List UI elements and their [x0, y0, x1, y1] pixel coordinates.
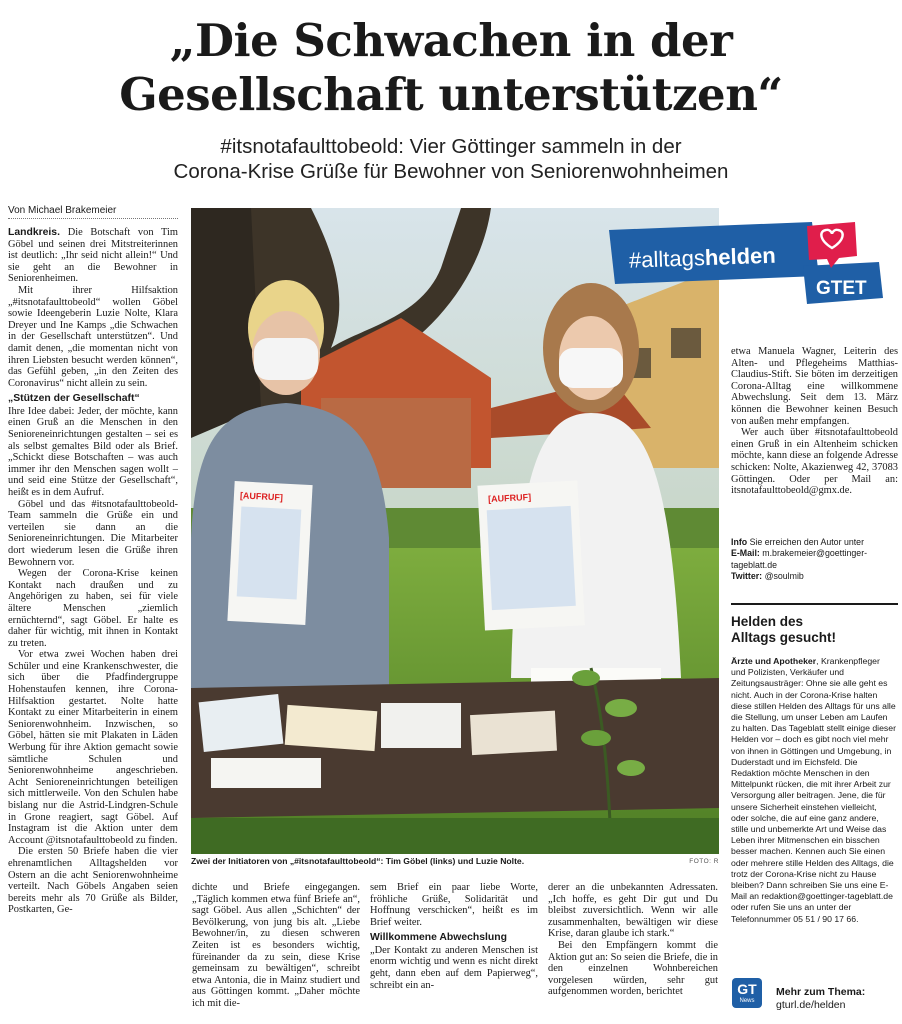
- article-column-5: [731, 346, 898, 536]
- poster-title-right: [AUFRUF]: [487, 491, 532, 505]
- paragraph: Wegen der Corona-Krise keinen Kontakt nach draußen und zu Angehörigen zu haben, sei für viele ältere Menschen „ziemlich ernüchternd“, sagt Göbel. Er halte es daher für wichtig, mit ihnen in Kontakt zu treten.: [8, 568, 178, 649]
- paragraph: [8, 227, 178, 285]
- sidebar-text: [731, 656, 896, 925]
- paragraph: Vor etwa zwei Wochen haben drei Schüler und eine Krankenschwester, die sich über die Pfadfindergruppe Hohenstaufen kennen, ihre Corona-Hilfsaktion gestartet. Nolte hatte Kontakt zu einer Mitarbeiterin in einem Seniorenwohnheim. Inzwischen, so Göbel, hätten sie mit Plakaten in Läden Werbung für ihre Aktion gemacht sowie sämtliche Schulen und Seniorenwohnheime angeschrieben. Acht Senioreneinrichtungen beteiligen sich mittlerweile. Von den Schulen habe bislang nur die Astrid-Lindgren-Schule in Grone reagiert, sagt Göbel. Auf Instagram ist die Aktion unter dem Account @itsnotafaulttobeold zu finden.: [8, 649, 178, 846]
- photo-caption: Zwei der Initiatoren von „#itsnotafaulttobeold“: Tim Göbel (links) und Luzie Nolte.: [191, 856, 525, 866]
- paragraph: sem Brief ein paar liebe Worte, fröhliche Grüße, Solidarität und Hoffnung verschicken“, heißt es im Brief weiter.: [370, 882, 538, 928]
- article-column-1: [8, 227, 178, 1017]
- paragraph: Die ersten 50 Briefe haben die vier ehrenamtlichen Alltagshelden vor Ostern an die acht Seniorenwohnheime verteilt. Nach Göbels Angaben seien bereits mehr als 70 Grüße als Bilder, Postkarten, Ge-: [8, 846, 178, 916]
- paragraph: Göbel und das #itsnotafaulttobeold-Team sammeln die Grüße ein und verteilen sie dann an die Senioreneinrichtungen. Die Mitarbeiter dort wiederum lesen die Grüße ihren Bewohnern vor.: [8, 498, 178, 568]
- paragraph: Ihre Idee dabei: Jeder, der möchte, kann einen Gruß an die Menschen in den Senioreneinrichtungen gestalten – sei es als selbst gemaltes Bild oder als Brief. „Schickt diese Botschaften – was auch immer ihr den Menschen sagen wollt – und seid eine Stütze der Gesellschaft“, heißt es in dem Aufruf.: [8, 405, 178, 498]
- info-line: [731, 537, 898, 548]
- subheadline: [0, 134, 902, 184]
- more-link[interactable]: gturl.de/helden: [776, 999, 846, 1011]
- subheadline-line-2: Corona-Krise Grüße für Bewohner von Seniorenwohnheimen: [173, 160, 729, 183]
- sidebar-title-line-1: Helden des: [731, 614, 804, 629]
- twitter-line: [731, 571, 898, 582]
- sidebar-divider: [731, 603, 898, 605]
- byline: Von Michael Brakemeier: [8, 205, 178, 219]
- subheading: Willkommene Abwechslung: [370, 932, 507, 944]
- paragraph: dichte und Briefe eingegangen. „Täglich kommen etwa fünf Briefe an“, sagt Göbel. Aus allen „Schichten“ der Bevölkerung, von jung bis alt. „Liebe Bewohner/in, zu diesen schweren Zeiten ist es besonders wichtig, füreinander da zu sein, diese Krise gemeinsam zu bewältigen“, schreibt etwa Antonia, die in Mainz studiert und aus Göttingen kommt. „Daher möchte ich mit die-: [192, 882, 360, 1009]
- more-on-topic: [730, 972, 898, 1016]
- paragraph: derer an die unbekannten Adressaten. „Ich hoffe, es geht Dir gut und Du bleibst zuversichtlich. Wenn wir alle zusammenhalten, bewältigen wir diese Krise, daran glaube ich stark.“: [548, 882, 718, 940]
- gt-news-logo: [732, 978, 762, 1008]
- email-line: [731, 548, 898, 571]
- paragraph: Wer auch über #itsnotafaulttobeold einen Gruß in ein Altenheim schicken möchte, kann diese an folgende Adresse schicken: Nolte, Akazienweg 42, 37083 Göttingen. Oder per Mail an: itsnotafaulttobeold@gmx.de.: [731, 427, 898, 497]
- email-label: E-Mail:: [731, 548, 760, 559]
- paragraph: „Der Kontakt zu anderen Menschen ist enorm wichtig und wenn es nicht direkt geht, dann eben auf dem Papierweg“, schreibt ein an-: [370, 944, 538, 991]
- gt-logo-sub: News: [739, 998, 755, 1004]
- poster-title-left: [AUFRUF]: [239, 490, 284, 503]
- article-column-4: [548, 882, 718, 1018]
- subheading: „Stützen der Gesellschaft“: [8, 393, 140, 405]
- info-label: Info: [731, 537, 748, 547]
- paragraph-text: Die Botschaft von Tim Göbel und seinen drei Mitstreiterinnen ist deutlich: „Ihr seid nicht allein!“ Und sie geht an die Bewohner in Seniorenheimen.: [8, 227, 178, 285]
- badge-logo: GTET: [816, 278, 867, 299]
- dateline: Landkreis.: [8, 227, 60, 238]
- author-info: [731, 537, 898, 583]
- sidebar-title-line-2: Alltags gesucht!: [731, 630, 837, 645]
- headline-line-1: „Die Schwachen in der: [169, 14, 733, 67]
- paragraph: Bei den Empfängern kommt die Aktion gut an: So seien die Briefe, die in den einzelnen Wohnbereichen vorgelesen würden, sehr gut aufgenommen worden, berichtet: [548, 939, 718, 998]
- article-column-3: [370, 882, 538, 1018]
- author-twitter[interactable]: @soulmib: [762, 571, 804, 582]
- badge-graphic: [607, 218, 897, 310]
- paragraph: Mit ihrer Hilfsaktion „#itsnotafaulttobeold“ wollen Göbel sowie Ideengeberin Luzie Nolte, Klara Dreyer und Ine Kamps „die Schwachen in der Gesellschaft unterstützen“. Und damit denen, „die momentan nicht von ihren Liebsten besucht werden können“, das Gefühl geben, „in den Zeiten des Coronavirus“ nicht allein zu sein.: [8, 284, 178, 389]
- sidebar-lead: Ärzte und Apotheker: [731, 656, 817, 666]
- photo-credit: FOTO: R: [689, 858, 719, 865]
- alltagshelden-badge: [607, 218, 897, 310]
- author-email[interactable]: m.brakemeier@goettinger-tageblatt.de: [731, 548, 868, 570]
- sidebar-title: [731, 614, 896, 646]
- headline-line-2: Gesellschaft unterstützen“: [119, 68, 783, 121]
- sidebar-body: , Krankenpfleger und Polizisten, Verkäufer und Zeitungsausträger: Ohne sie alle geht es nicht. Auch in der Corona-Krise halten diese stillen Helden des Alltags für uns alle die Stellung, um unser Leben am Laufen zu halten. Das Tageblatt stellt einige dieser Helden vor – doch es gibt noch viel mehr von ihnen in Göttingen und Umgebung, in Duderstadt und im Eichsfeld. Die Redaktion möchte Menschen in den Mittelpunkt rücken, die mit ihrer Arbeit zur Versorgung aller beitragen. Jene, die für unsere Sicherheit einstehen vielleicht, oder solche, die auf eine ganz andere, stille und unbemerkte Art und Weise das Leben ihrer Mitmenschen ein bisschen besser machen. Kennen auch Sie einen oder mehrere stille Helden des Alltags, die trotz der Corona-Krise nicht zu Hause bleiben? Dann schreiben Sie uns eine E-Mail an redaktion@goettinger-tageblatt.de oder rufen Sie uns an unter der Telefonnummer 05 51 / 90 17 66.: [731, 656, 897, 924]
- badge-hashtag: #alltagshelden: [628, 242, 777, 273]
- twitter-label: Twitter:: [731, 571, 763, 582]
- article-column-2: [192, 882, 360, 1018]
- paragraph: etwa Manuela Wagner, Leiterin des Alten- und Pflegeheims Matthias-Claudius-Stift. Sie böten im derzeitigen Corona-Alltag eine willkommene Abwechslung. Seit dem 13. März können die Bewohner keinen Besuch von außen mehr empfangen.: [731, 346, 898, 427]
- more-label: Mehr zum Thema:: [776, 986, 866, 998]
- subheadline-line-1: #itsnotafaulttobeold: Vier Göttinger sammeln in der: [220, 135, 682, 158]
- info-text: Sie erreichen den Autor unter: [747, 537, 865, 547]
- gt-logo-text: GT: [737, 981, 757, 997]
- headline: [0, 14, 902, 122]
